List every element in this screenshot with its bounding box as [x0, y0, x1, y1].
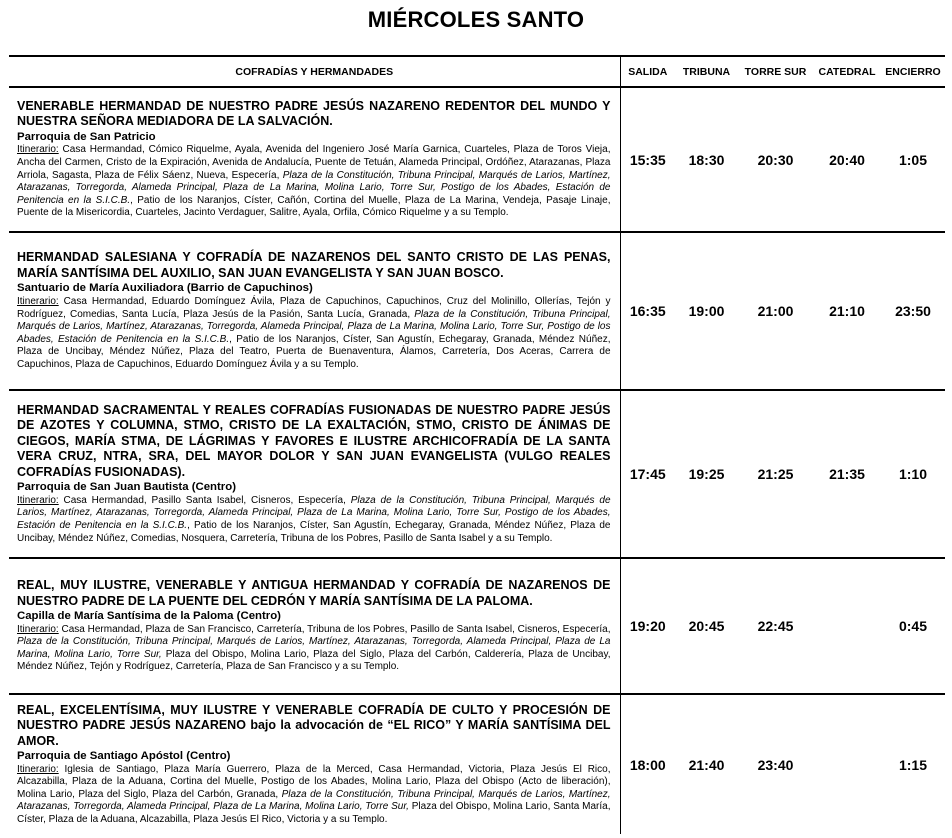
brotherhood-name-part: bajo la advocación de	[250, 718, 383, 733]
itinerary-label: Itinerario:	[17, 763, 59, 775]
header-tribuna: TRIBUNA	[675, 56, 738, 87]
header-catedral: CATEDRAL	[813, 56, 881, 87]
time-salida: 15:35	[620, 87, 675, 232]
time-torre-sur: 20:30	[738, 87, 813, 232]
time-catedral: 21:35	[813, 390, 881, 558]
itinerary-text: Plaza del Obispo, Molina Lario, Santa María, Císter, Plaza de la Aduana, Alcazabilla, Plaza Jesús El Rico, Victoria y a su Templo.	[17, 801, 611, 825]
page-title: MIÉRCOLES SANTO	[367, 7, 585, 32]
time-encierro: 0:45	[881, 558, 945, 694]
time-salida: 18:00	[629, 756, 666, 773]
time-tribuna: 19:00	[675, 232, 738, 390]
itinerary-text: Casa Hermandad, Eduardo Domínguez Ávila, Plaza de Capuchinos, Capuchinos, Cruz del Molinillo, Ollerías, Tejón y Rodríguez, Comedias, Santa Lucía, Plaza Jesús de la Pasión, Santa Lucía, Granada,	[17, 295, 611, 320]
brotherhood-cell	[9, 87, 620, 232]
table-row	[9, 87, 945, 232]
itinerary-text: , Patio de los Naranjos, Císter, San Agustín, Echegaray, Granada, Méndez Núñez, Plaza de Uncibay, Méndez Núñez, Comedias, Nosquera, Carretería, Tribuna de los Pobres, Pasillo de Santa Isabel y a su Templo.	[17, 520, 611, 544]
time-catedral: 20:40	[813, 87, 881, 232]
header-encierro: ENCIERRO	[881, 56, 945, 87]
time-torre-sur: 21:25	[738, 390, 813, 558]
header-cofradias: COFRADÍAS Y HERMANDADES	[9, 56, 620, 87]
time-catedral	[813, 558, 881, 694]
time-torre-sur: 22:45	[738, 558, 813, 694]
brotherhood-cell	[9, 232, 620, 390]
itinerary-official-route: Plaza de la Constitución, Tribuna Principal, Marqués de Larios, Martínez, Atarazanas, Torregorda, Alameda Principal, Plaza de La Marina, Molina Lario, Torre Sur,	[17, 788, 611, 813]
brotherhood-name-part: “EL RICO” Y MARÍA SANTÍSIMA DEL AMOR.	[17, 718, 611, 748]
parish-name: Parroquia de Santiago Apóstol (Centro)	[17, 750, 231, 763]
time-torre-sur: 23:40	[757, 756, 794, 773]
time-encierro: 23:50	[881, 232, 945, 390]
itinerary-official-route: Plaza de la Constitución, Tribuna Principal, Marqués de Larios, Martínez, Atarazanas, Torregorda, Alameda Principal, Plaza de La Marina, Molina Lario, Torre Sur,	[17, 636, 611, 660]
table-row	[9, 558, 945, 694]
brotherhood-name: REAL, MUY ILUSTRE, VENERABLE Y ANTIGUA HERMANDAD Y COFRADÍA DE NAZARENOS DE NUESTRO PADRE DE LA PUENTE DEL CEDRÓN Y MARÍA SANTÍSIMA DE LA PALOMA.	[17, 578, 611, 608]
header-torre-sur: TORRE SUR	[738, 56, 813, 87]
itinerary-text: , Patio de los Naranjos, Císter, San Agustín, Echegaray, Granada, Méndez Núñez, Plaza de Uncibay, Méndez Núñez, Plaza del Teatro, Puerta de Buenaventura, Álamos, Carretería, Dos Aceras, Carrera de Capuchinos, Plaza de Capuchinos, Eduardo Domínguez Ávila y a su Templo.	[17, 333, 611, 370]
itinerary-label: Itinerario:	[17, 295, 59, 307]
itinerary-label: Itinerario:	[17, 623, 59, 635]
table-row	[9, 694, 945, 834]
brotherhood-name	[17, 703, 611, 750]
time-encierro: 1:10	[881, 390, 945, 558]
itinerary-official-route: Plaza de la Constitución, Tribuna Principal, Marqués de Larios, Martínez, Atarazanas, Torregorda, Alameda Principal, Plaza de La Marina, Molina Lario, Torre Sur, Postigo de los Abades, Estación de Penitencia en la S.I.C.B.	[17, 169, 611, 206]
itinerary-text: , Patio de los Naranjos, Císter, Cañón, Cortina del Muelle, Plaza de La Marina, Vendeja, Pasaje Linaje, Puente de la Misericordia, Cuarteles, Jacinto Verdaguer, Salitre, Ayala, Orfila, Cómico Riquelme y a su Templo.	[17, 194, 611, 219]
time-encierro: 1:05	[881, 87, 945, 232]
time-tribuna: 18:30	[675, 87, 738, 232]
time-salida: 19:20	[620, 558, 675, 694]
itinerary-official-route: Plaza de la Constitución, Tribuna Principal, Marqués de Larios, Martínez, Atarazanas, Torregorda, Alameda Principal, Plaza de La Marina, Molina Lario, Torre Sur, Postigo de los Abades, Estación de Penitencia en la S.I.C.B.	[17, 494, 611, 531]
time-salida: 17:45	[620, 390, 675, 558]
time-tribuna: 20:45	[675, 558, 738, 694]
brotherhood-cell	[9, 558, 620, 694]
header-row	[9, 56, 945, 87]
table-row	[9, 232, 945, 390]
itinerary-text: Casa Hermandad, Plaza de San Francisco, Carretería, Tribuna de los Pobres, Pasillo de Santa Isabel, Cisneros, Especería,	[58, 623, 611, 635]
itinerary-text: Casa Hermandad, Cómico Riquelme, Ayala, Avenida del Ingeniero José María Garnica, Cuarteles, Plaza de Toros Vieja, Ancha del Carmen, Cristo de la Expiración, Avenida de Andalucía, Puente de Tetuán, Alameda Principal, Ordóñez, Atarazanas, Plaza Arriola, Sagasta, Plaza de Félix Sáenz, Nueva, Especería,	[17, 144, 611, 181]
itinerary	[17, 624, 611, 674]
brotherhood-cell	[9, 390, 620, 558]
time-tribuna: 21:40	[688, 756, 725, 773]
itinerary	[17, 296, 611, 372]
itinerary-label: Itinerario:	[17, 494, 59, 506]
time-torre-sur: 21:00	[738, 232, 813, 390]
time-encierro: 1:15	[898, 756, 928, 773]
time-tribuna: 19:25	[675, 390, 738, 558]
itinerary	[17, 144, 611, 220]
schedule-table	[9, 55, 945, 834]
table-row	[9, 390, 945, 558]
itinerary	[17, 764, 611, 827]
parish-name: Santuario de María Auxiliadora (Barrio de Capuchinos)	[17, 282, 313, 295]
brotherhood-name-part: REAL, EXCELENTÍSIMA, MUY ILUSTRE Y VENERABLE COFRADÍA DE CULTO Y PROCESIÓN DE NUESTRO PADRE JESÚS NAZARENO	[17, 702, 611, 733]
brotherhood-cell	[9, 694, 620, 834]
itinerary-text: Iglesia de Santiago, Plaza María Guerrero, Plaza de la Merced, Casa Hermandad, Victoria, Plaza Jesús El Rico, Alcazabilla, Plaza de la Aduana, Cortina del Muelle, Postigo de los Abades, Molina Lario, Plaza del Obispo (Acto de liberación), Molina Lario, Plaza del Siglo, Plaza del Carbón, Granada,	[17, 763, 611, 800]
header-salida: SALIDA	[620, 56, 675, 87]
brotherhood-name: HERMANDAD SACRAMENTAL Y REALES COFRADÍAS FUSIONADAS DE NUESTRO PADRE JESÚS DE AZOTES Y COLUMNA, STMO, CRISTO DE LA EXALTACIÓN, STMO, CRISTO DE ÁNIMAS DE CIEGOS, MARÍA STMA, DE LÁGRIMAS Y FAVORES E ILUSTRE ARCHICOFRADÍA DE LA SANTA VERA CRUZ, NTRA, SRA, DEL MAYOR DOLOR Y SAN JUAN EVANGELISTA (VULGO REALES COFRADÍAS FUSIONADAS).	[17, 402, 611, 479]
time-catedral: 21:10	[813, 232, 881, 390]
time-salida: 16:35	[620, 232, 675, 390]
itinerary-text: Plaza del Obispo, Molina Lario, Plaza del Siglo, Plaza del Carbón, Calderería, Plaza de Uncibay, Méndez Núñez, Tejón y Rodríguez, Carretería, Plaza de San Francisco y a su Templo.	[17, 648, 611, 673]
itinerary-label: Itinerario:	[17, 144, 59, 156]
itinerary-text: Casa Hermandad, Pasillo Santa Isabel, Cisneros, Especería,	[58, 494, 351, 506]
parish-name: Parroquia de San Juan Bautista (Centro)	[17, 481, 236, 494]
parish-name: Parroquia de San Patricio	[17, 130, 156, 143]
itinerary-official-route: Plaza de la Constitución, Tribuna Principal, Marqués de Larios, Martínez, Atarazanas, Torregorda, Alameda Principal, Plaza de La Marina, Molina Lario, Torre Sur, Postigo de los Abades, Estación de Penitencia en la S.I.C.B.	[17, 308, 611, 345]
brotherhood-name: VENERABLE HERMANDAD DE NUESTRO PADRE JESÚS NAZARENO REDENTOR DEL MUNDO Y NUESTRA SEÑORA MEDIADORA DE LA SALVACIÓN.	[17, 98, 611, 129]
time-catedral	[813, 694, 881, 834]
parish-name: Capilla de María Santísima de la Paloma (Centro)	[17, 610, 281, 623]
itinerary	[17, 495, 611, 545]
brotherhood-name: HERMANDAD SALESIANA Y COFRADÍA DE NAZARENOS DEL SANTO CRISTO DE LAS PENAS, MARÍA SANTÍSIMA DEL AUXILIO, SAN JUAN EVANGELISTA Y SAN JUAN BOSCO.	[17, 250, 611, 280]
